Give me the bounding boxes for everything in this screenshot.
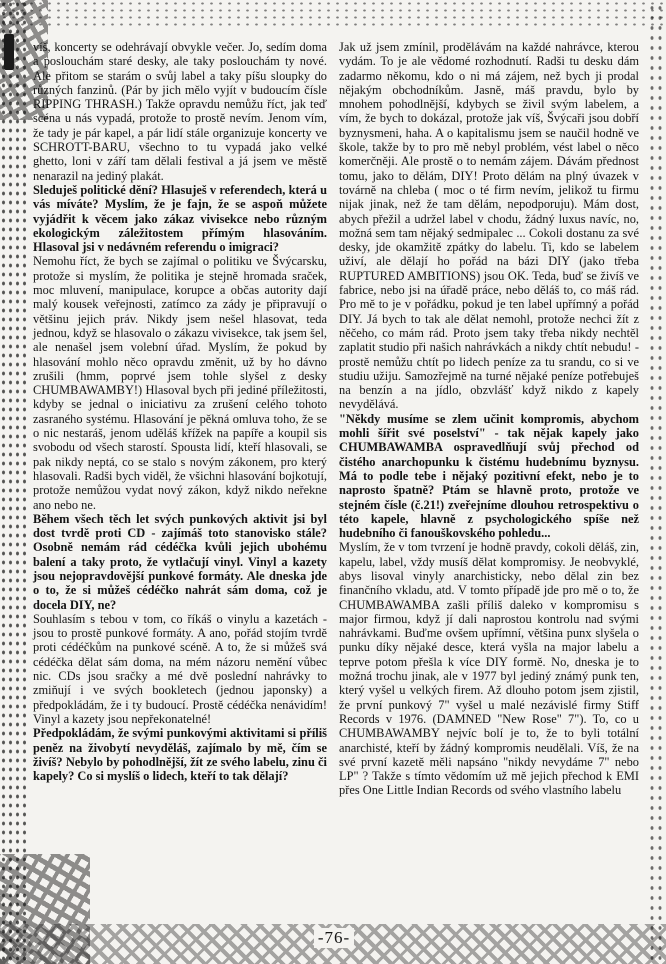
answer-paragraph: Myslím, že v tom tvrzení je hodně pravdy, cokoli děláš, zin, kapelu, label, vždy musíš dělat kompromisy. Je neobvyklé, abys lisoval vinyly anarchisticky, nebo dělal zin bez finančního vkladu, atd. V tomto případě jde pro mě o to, že CHUMBAWAMBA zašli příliš daleko v kompromisu s major firmou, když jí dali naprostou kontrolu nad svými nahrávkami. Buďme ovšem upřímní, většina punx slyšela o punku díky nějaké desce, která vyšla na major labelu a teprve potom přešla k více DIY formě. No, dneska je to možná trochu jinak, ale v 1977 byl jediný známý punk ten, který vyšel u velkých firem. Až dlouho potom jsem zjistil, že první punkový 7" vyšel u malé nezávislé firmy Stiff Records v 1976. (DAMNED "New Rose" 7"). To, co u CHUMBAWAMBY nejvíc bolí je to, že to byli totální anarchisté, kteří by žádný kompromis neudělali. Víš, že na své první kazetě měli napsáno "nikdy nevydáme 7" nebo LP" ? Takže s tímto vědomím už mě jejich přechod k EMI přes One Little Indian Records od svého vlastního labelu — [339, 540, 639, 798]
dotted-border-right — [646, 0, 666, 964]
answer-paragraph: víš, koncerty se odehrávají obvykle večer. Jo, sedím doma a poslouchám staré desky, ale taky poslouchám ty nové. Ale přitom se starám o svůj label a taky píšu sloupky do různých fanzinů. (Pár by jich mělo vyjít v budoucím čísle RIPPING THRASH.) Takže opravdu nemůžu říct, jak teď scéna u nás vypadá, protože to prostě nevím. Jenom vím, že tady je pár kapel, a pár lidí stále organizuje koncerty ve SCHROTT-BARU, všechno to tu vypadá jako velké ghetto, loni v září tam dělali festival a já jsem ve městě nenarazil na jediný plakát. — [33, 40, 327, 183]
question-paragraph: Předpokládám, že svými punkovými aktivitami si příliš peněz na živobytí nevyděláš, zajímalo by mě, čím se živíš? Nebylo by pohodlnější, žít ze svého labelu, zinu či kapely? Co si myslíš o lidech, kteří to tak dělají? — [33, 726, 327, 784]
answer-paragraph: Nemohu říct, že bych se zajímal o politiku ve Švýcarsku, protože si myslím, že politika je stejně hromada sraček, moc mluvení, manipulace, korupce a občas autority dají malý kousek veřejnosti, zatímco za zády je připravují o většinu jejich práv. Nikdy jsem nešel hlasovat, teda jednou, když se hlasovalo o zákazu vivisekce, tak jsem šel, ale nenašel jsem volební úřad. Myslím, že pokud by hlasování mohlo něco opravdu změnit, už by ho dávno zrušili (hmm, poprvé jsem tohle slyšel z desky CHUMBAWAMBY!) Hlasoval bych při jediné příležitosti, kdyby se jednal o iniciativu za zrušení celého tohoto zasraného systému. Hlasování je pěkná omluva toho, že se o nic nestaráš, jenom uděláš křížek na papíře a koupil sis svobodu od všech starostí. Spousta lidí, kteří hlasovali, se pak nikdy neptá, co se stalo s novým zákonem, pro který hlasovali. Radši bych viděl, že všichni hlasování bojkotují, protože nemůžou vydat nový zákon, když nikdo neřekne ano nebo ne. — [33, 254, 327, 512]
right-column — [339, 40, 639, 798]
left-column — [33, 40, 327, 783]
page-number: -76- — [314, 928, 354, 948]
question-paragraph: "Někdy musíme se zlem učinit kompromis, abychom mohli šířit své poselství" - tak nějak kapely jako CHUMBAWAMBA ospravedlňují svůj přechod od čistého anarchopunku k čistému hudebnímu byznysu. Má to podle tebe i nějaký pozitivní efekt, nebo je to naprosto špatně? Ptám se hlavně proto, protože ve stejném čísle (č.21!) zveřejníme dlouhou retrospektivu o této kapele, hlavně z psychologického spíše než hudebního či fanouškovského pohledu... — [339, 411, 639, 541]
pattern-corner-bottom-left — [0, 854, 90, 964]
answer-paragraph: Souhlasím s tebou v tom, co říkáš o vinylu a kazetách - jsou to prostě punkové formáty. A ano, pořád stojím tvrdě proti cédéčkům na punkové scéně. A to, že si můžeš svá cédéčka dělat sám doma, na mém názoru nemění vůbec nic. CDs jsou sračky a mé dvě poslední nahrávky to zmiňují i ve svých bookletech (jednou japonsky) a předpokládám, že i ty budoucí. Prostě cédéčka nenávidím! Vinyl a kazety jsou nepřekonatelné! — [33, 611, 327, 726]
binding-tape-mark — [4, 34, 14, 70]
question-paragraph: Sleduješ politické dění? Hlasuješ v referendech, která u vás míváte? Myslím, že je fajn, že se aspoň můžete vyjádřit k věcem jako zákaz vivisekce nebo různým ekologickým záležitostem přímým hlasováním. Hlasoval jsi v nedávném referendu o imigraci? — [33, 182, 327, 255]
answer-paragraph: Jak už jsem zmínil, prodělávám na každé nahrávce, kterou vydám. To je ale vědomé rozhodnutí. Radši tu desku dám zadarmo někomu, kdo o ni má zájem, než bych ji prodal nějakým obchodníkům. Jasně, máš pravdu, bylo by mnohem pohodlnější, kdybych se živil svým labelem, a vím, že bych to dokázal, protože jak víš, Švýcaři jsou dobří byznysmeni, haha. A o kapitalismu jsem se naučil hodně ve škole, takže by to pro mě nebyl problém, vést label o něco komerčněji. Ale prostě o to nemám zájem. Dávám přednost tomu, jako to dělám, DIY! Proto dělám na plný úvazek v továrně na chleba ( moc o té firm nevím, jelikož tu firmu nijak jinak, než že tam dělám, nepodporuju). Mám dost, abych přežil a udržel label v chodu, žádný luxus navíc, no, možná sem tam nějaký sedmipalec ... Cokoli dostanu za své desky, jde okamžitě zpátky do labelu. Ti, kdo se labelem uživí, ale dělají ho pořád na bázi DIY (jako třeba RUPTURED AMBITIONS) jsou OK. Teda, buď se živíš ve fabrice, nebo jsi na úřadě práce, nebo děláš to, co máš rád. Pro mě to je v pořádku, pokud je ten label upřímný a pořád DIY. Já bych to tak ale dělat nemohl, protože nechci žít z něčeho, co mám rád. Proto jsem taky třeba nikdy nechtěl zaplatit studio při našich nahrávkách a nikdy chtít nebudu! - prostě nemůžu chtít po lidech peníze za tu srandu, co si ve studiu užiju. Samozřejmě na turné nějaké peníze potřebuješ na benzín a na jídlo, obzvlášť když nikdo z kapely nevydělává. — [339, 40, 639, 412]
dotted-border-left — [0, 0, 26, 964]
question-paragraph: Během všech těch let svých punkových aktivit jsi byl dost tvrdě proti CD - zajímáš toto stanovisko stále? Osobně nemám rád cédéčka kvůli jejich ubohému balení a taky proto, že vytlačují vinyl. Vinyl a kazety jsou nejopravdovější punkové formáty. Ale dneska jde o to, že si můžeš cédéčko nahrát sám doma, což je docela DIY, ne? — [33, 511, 327, 612]
dotted-border-top — [0, 0, 666, 30]
